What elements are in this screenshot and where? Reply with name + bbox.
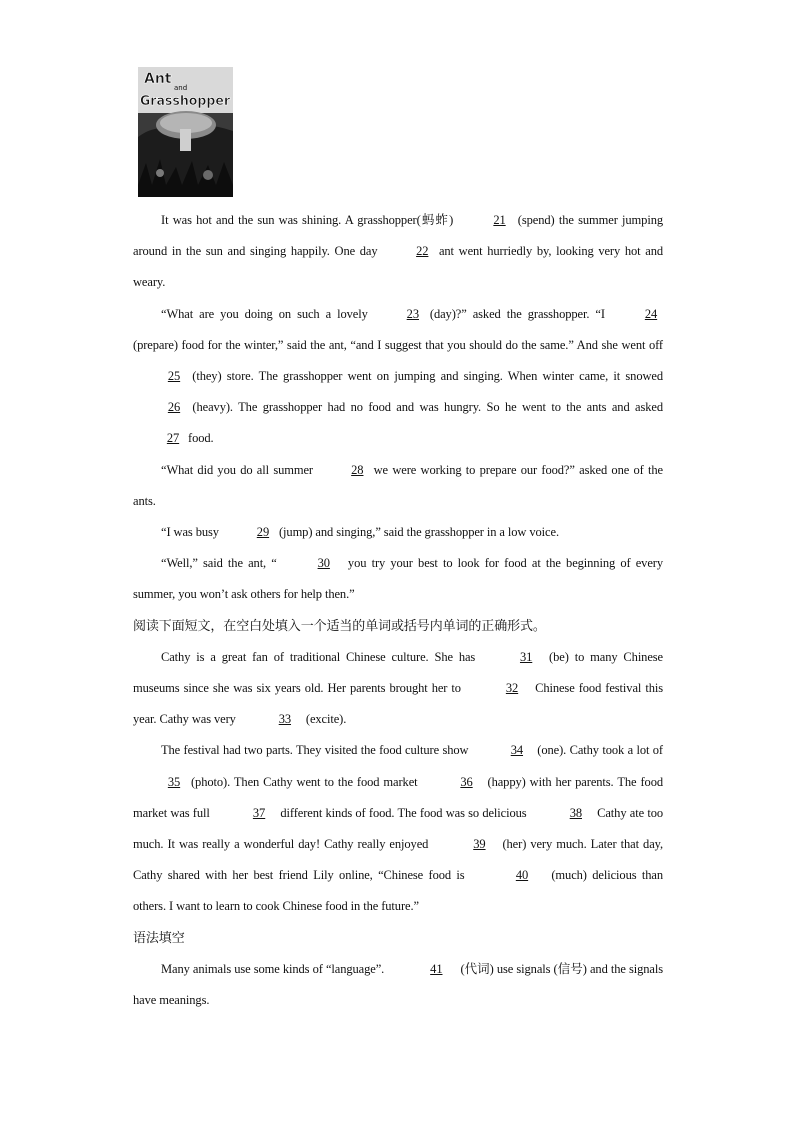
passage1-paragraph: “What are you doing on such a lovely 23 (day)?” asked the grasshopper. “I 24 (prepare) food for the winter,” said the ant, “and I suggest that you should do the same.” And she went off 25 (they) store. The grasshopper went on jumping and singing. When winter came, it snowed 26 (heavy). The grasshopper had no food and was hungry. So he went to the ants and asked 27 food. xyxy=(133,299,663,455)
passage2-paragraph: Cathy is a great fan of traditional Chinese culture. She has 31 (be) to many Chinese museums since she was six years old. Her parents brought her to 32 Chinese food festival this year. Cathy was very 33 (excite). xyxy=(133,642,663,736)
blank-40[interactable]: 40 xyxy=(515,868,529,883)
book-cover-image xyxy=(138,67,233,197)
blank-27[interactable]: 27 xyxy=(166,431,180,446)
blank-32[interactable]: 32 xyxy=(505,681,519,696)
passage2-paragraph: The festival had two parts. They visited the food culture show 34 (one). Cathy took a lot of 35 (photo). Then Cathy went to the food market 36 (happy) with her parents. The food market was full 37 different kinds of food. The food was so delicious 38 Cathy ate too much. It was really a wonderful day! Cathy really enjoyed 39 (her) very much. Later that day, Cathy shared with her best friend Lily online, “Chinese food is 40 (much) delicious than others. I want to learn to cook Chinese food in the future.” xyxy=(133,735,663,922)
blank-31[interactable]: 31 xyxy=(519,649,533,664)
blank-41[interactable]: 41 xyxy=(430,961,443,976)
passage1-paragraph: It was hot and the sun was shining. A grasshopper(蚂蚱) 21 (spend) the summer jumping around in the sun and singing happily. One day 22 ant went hurriedly by, looking very hot and weary. xyxy=(133,205,663,299)
blank-23[interactable]: 23 xyxy=(406,306,419,321)
blank-33[interactable]: 33 xyxy=(278,712,292,727)
section-instruction: 阅读下面短文，在空白处填入一个适当的单词或括号内单词的正确形式。 xyxy=(133,618,546,634)
blank-25[interactable]: 25 xyxy=(167,369,181,384)
passage1-paragraph: “What did you do all summer 28 we were working to prepare our food?” asked one of the ants. xyxy=(133,455,663,517)
passage1-paragraph: “Well,” said the ant, “ 30 you try your best to look for food at the beginning of every summer, you won’t ask others for help then.” xyxy=(133,548,663,610)
blank-26[interactable]: 26 xyxy=(167,400,181,415)
cover-title-ant: Ant xyxy=(144,71,172,87)
document-body xyxy=(133,205,663,1016)
blank-24[interactable]: 24 xyxy=(644,306,658,321)
blank-39[interactable]: 39 xyxy=(473,837,486,852)
blank-28[interactable]: 28 xyxy=(351,462,364,477)
blank-34[interactable]: 34 xyxy=(510,743,524,758)
section-heading: 语法填空 xyxy=(133,930,185,946)
blank-38[interactable]: 38 xyxy=(569,805,582,820)
passage3-paragraph: Many animals use some kinds of “language”. 41 (代词) use signals (信号) and the signals have meanings. xyxy=(133,954,663,1016)
cover-title-grasshopper: Grasshopper xyxy=(140,94,231,109)
blank-37[interactable]: 37 xyxy=(252,805,266,820)
blank-35[interactable]: 35 xyxy=(167,774,181,789)
cover-title-and: and xyxy=(174,84,188,92)
blank-29[interactable]: 29 xyxy=(256,525,270,540)
blank-21[interactable]: 21 xyxy=(493,213,506,227)
blank-22[interactable]: 22 xyxy=(416,244,429,259)
passage1-paragraph: “I was busy 29 (jump) and singing,” said the grasshopper in a low voice. xyxy=(133,517,663,548)
blank-36[interactable]: 36 xyxy=(460,774,473,789)
blank-30[interactable]: 30 xyxy=(317,556,330,571)
